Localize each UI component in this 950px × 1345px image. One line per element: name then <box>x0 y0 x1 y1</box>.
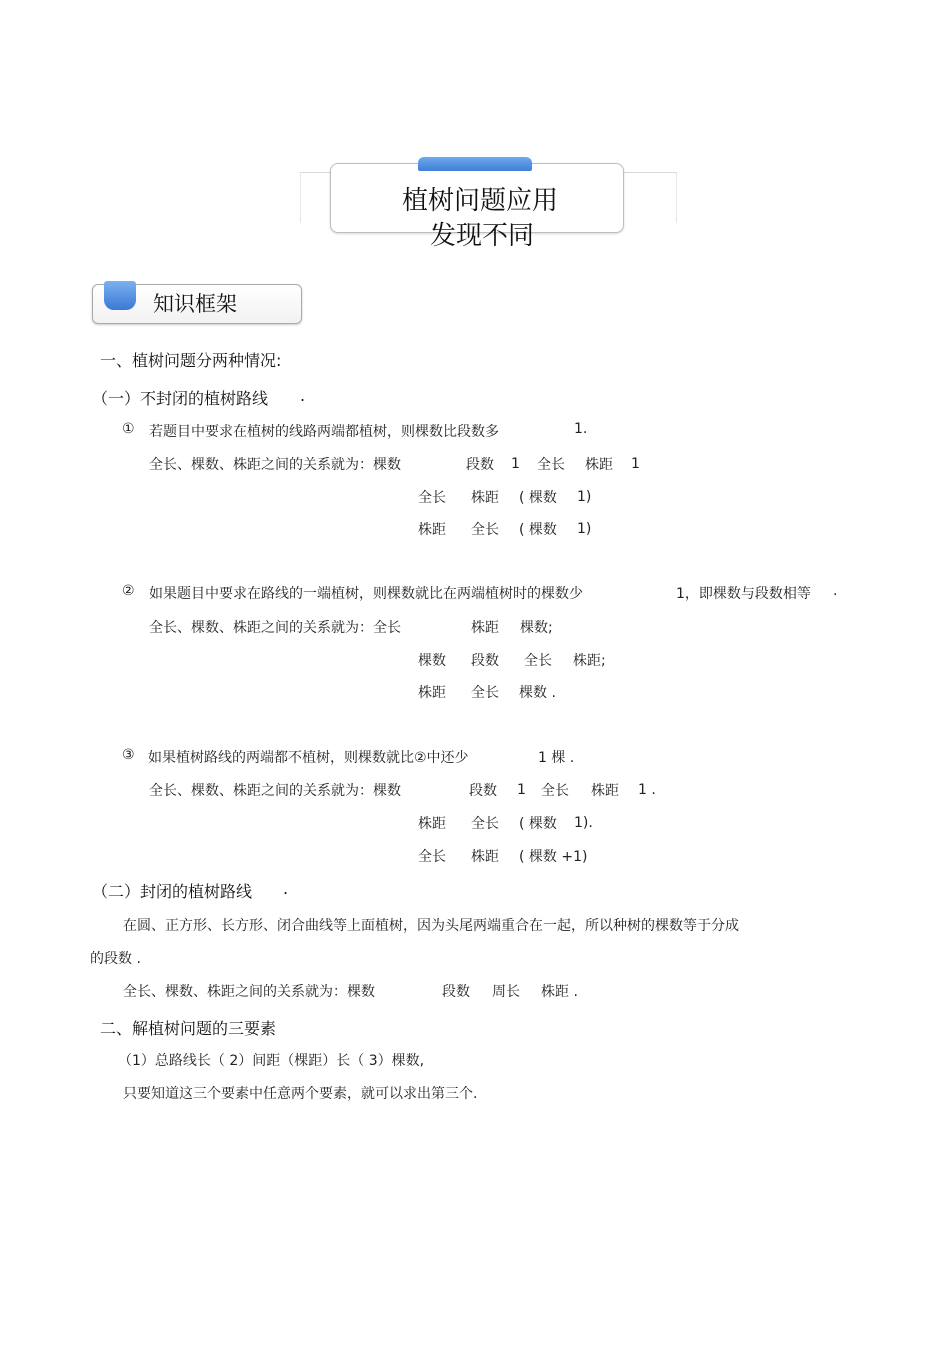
case3-r3-term: ( 棵数 +1) <box>519 849 588 865</box>
case3-r1-term: 株距 <box>591 783 619 799</box>
bookmark-icon <box>104 281 136 310</box>
case3-relation-label: 全长、棵数、株距之间的关系就为：棵数 <box>149 783 401 799</box>
elements-line2: 只要知道这三个要素中任意两个要素，就可以求出第三个. <box>123 1086 478 1102</box>
case1-r3-term: 全长 <box>471 522 499 538</box>
case2-number: 1，即棵数与段数相等 <box>676 586 811 602</box>
title-tab-decoration <box>418 157 532 171</box>
case3-r1-term: 1 <box>517 782 526 798</box>
case3-number: 1 棵 . <box>538 750 575 766</box>
case3-r1-term: 1 . <box>638 782 656 798</box>
case1-r1-term: 1 <box>631 456 640 472</box>
closed-relation-label: 全长、棵数、株距之间的关系就为：棵数 <box>123 984 375 1000</box>
closed-paragraph-line2: 的段数 . <box>90 951 141 967</box>
closed-r1-term: 周长 <box>492 984 520 1000</box>
case2-r2-term: 株距; <box>573 653 606 669</box>
case3-r2-term: 株距 <box>418 816 446 832</box>
case2-text: 如果题目中要求在路线的一端植树，则棵数就比在两端植树时的棵数少 <box>149 586 583 602</box>
case1-r1-term: 株距 <box>585 457 613 473</box>
closed-r1-term: 段数 <box>442 984 470 1000</box>
case3-r2-term: ( 棵数 <box>519 816 557 832</box>
case2-r1-term: 株距 <box>471 620 499 636</box>
case3-r3-term: 株距 <box>471 849 499 865</box>
elements-line1: （1）总路线长（ 2）间距（棵距）长（ 3）棵数, <box>118 1053 425 1069</box>
case1-relation-label: 全长、棵数、株距之间的关系就为：棵数 <box>149 457 401 473</box>
subheading-closed-route-dot: . <box>283 879 289 898</box>
subheading-open-route: （一）不封闭的植树路线 <box>92 389 269 408</box>
case2-r2-term: 棵数 <box>418 653 446 669</box>
case2-dot: . <box>833 583 838 599</box>
case3-r3-term: 全长 <box>418 849 446 865</box>
case3-text: 如果植树路线的两端都不植树，则棵数就比②中还少 <box>148 750 469 766</box>
case1-r3-term: ( 棵数 <box>519 522 557 538</box>
case3-r1-term: 全长 <box>541 783 569 799</box>
case1-r1-term: 全长 <box>537 457 565 473</box>
case1-r3-term: 株距 <box>418 522 446 538</box>
subheading-closed-route: （二）封闭的植树路线 <box>92 882 253 901</box>
case1-r3-term: 1) <box>577 521 592 537</box>
case2-r3-term: 株距 <box>418 685 446 701</box>
closed-paragraph-line1: 在圆、正方形、长方形、闭合曲线等上面植树，因为头尾两端重合在一起，所以种树的棵数等于分成 <box>123 918 739 934</box>
closed-r1-term: 株距 . <box>541 984 578 1000</box>
case2-r2-term: 段数 <box>471 653 499 669</box>
page-title: 植树问题应用 <box>402 186 559 216</box>
case2-r3-term: 全长 <box>471 685 499 701</box>
case2-r2-term: 全长 <box>524 653 552 669</box>
case1-r1-term: 段数 <box>466 457 494 473</box>
case3-r1-term: 段数 <box>469 783 497 799</box>
case2-relation-label: 全长、棵数、株距之间的关系就为：全长 <box>149 620 401 636</box>
case1-number: 1. <box>574 421 588 437</box>
section-title: 知识框架 <box>153 292 237 316</box>
case3-marker: ③ <box>122 747 135 763</box>
case2-r3-term: 棵数 . <box>519 685 556 701</box>
case2-marker: ② <box>122 583 135 599</box>
case1-marker: ① <box>122 421 135 437</box>
case1-r2-term: 1) <box>577 489 592 505</box>
case3-r2-term: 全长 <box>471 816 499 832</box>
case1-r2-term: 株距 <box>471 490 499 506</box>
case2-r1-term: 棵数; <box>520 620 553 636</box>
case1-text: 若题目中要求在植树的线路两端都植树，则棵数比段数多 <box>149 424 499 440</box>
subheading-open-route-dot: . <box>300 386 306 405</box>
case1-r2-term: ( 棵数 <box>519 490 557 506</box>
heading-two: 二、解植树问题的三要素 <box>100 1019 277 1038</box>
case1-r2-term: 全长 <box>418 490 446 506</box>
page-subtitle: 发现不同 <box>430 221 535 251</box>
case3-r2-term: 1). <box>574 815 593 831</box>
case1-r1-term: 1 <box>511 456 520 472</box>
heading-one: 一、植树问题分两种情况: <box>100 351 282 370</box>
